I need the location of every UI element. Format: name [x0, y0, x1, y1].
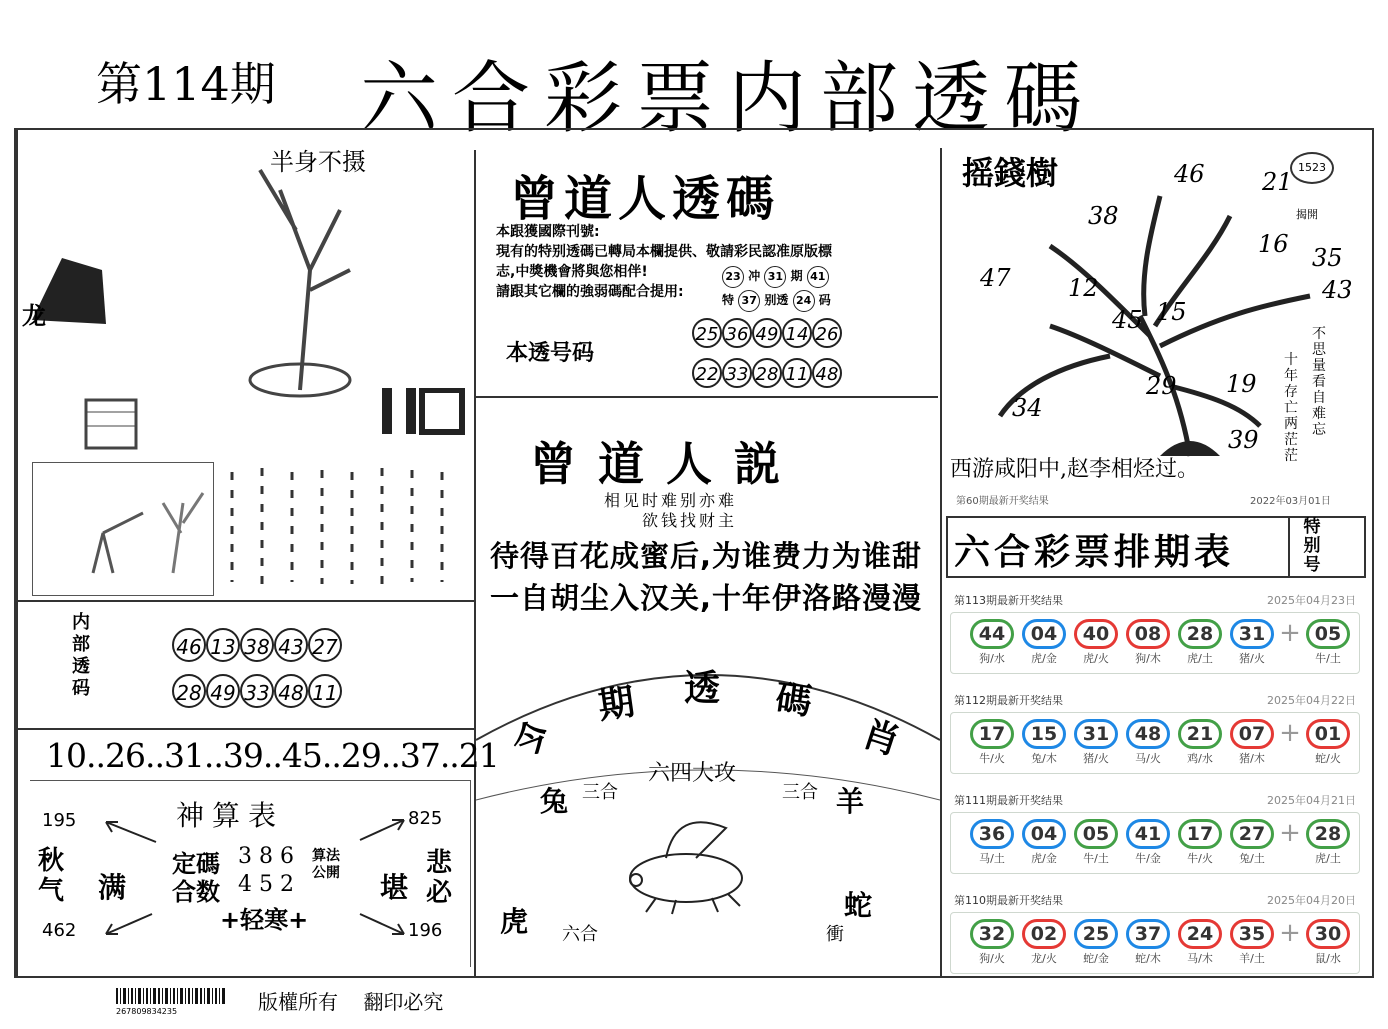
- draw-balls: [950, 912, 1360, 974]
- notice-line: 現有的特别透碼已轉局本欄提供、敬請彩民認准原版標: [496, 244, 832, 260]
- center-balls: [692, 318, 838, 388]
- result-zodiac: 蛇/木: [1135, 952, 1161, 965]
- tree-number: 38: [1088, 202, 1119, 230]
- plus-icon: +: [1279, 718, 1301, 748]
- plus-icon: +: [1279, 818, 1301, 848]
- calc-right-words: 悲必: [426, 848, 453, 908]
- center-ball: 14: [782, 318, 812, 348]
- result-cell: [1071, 919, 1121, 973]
- result-ball: 36: [970, 819, 1014, 849]
- poem-small-2: 欲钱找财主: [642, 511, 738, 530]
- result-zodiac: 龙/火: [1031, 952, 1057, 965]
- special-label: 本透号码: [506, 341, 595, 366]
- fisherman-icon: [33, 463, 213, 595]
- center-ball: 25: [692, 318, 722, 348]
- result-cell: [967, 919, 1017, 973]
- draw-head: [950, 892, 1360, 908]
- result-ball: 31: [1230, 619, 1274, 649]
- result-cell: [1175, 719, 1225, 773]
- result-zodiac: 猪/木: [1239, 752, 1265, 765]
- calc-right-word2: 堪: [380, 871, 409, 904]
- result-cell: [1019, 719, 1069, 773]
- result-cell: [1227, 619, 1277, 673]
- result-zodiac: 狗/木: [1135, 652, 1161, 665]
- special-cell: [1303, 619, 1353, 673]
- arc-char: 今: [506, 713, 555, 766]
- draw-title: 第113期最新开奖结果: [954, 594, 1063, 607]
- mini-text: 特: [722, 293, 735, 307]
- result-cell: [1175, 619, 1225, 673]
- result-zodiac: 马/木: [1187, 952, 1213, 965]
- plus-icon: +: [1279, 618, 1301, 648]
- special-cell: [1303, 919, 1353, 973]
- result-cell: [1227, 819, 1277, 873]
- plus-icon: +: [1279, 918, 1301, 948]
- sanhe-left: 三合: [582, 782, 618, 803]
- left-divider-1: [14, 600, 474, 602]
- result-ball: 08: [1126, 619, 1170, 649]
- special-ball: 30: [1306, 919, 1350, 949]
- result-cell: [1019, 919, 1069, 973]
- copyright: [258, 986, 443, 1015]
- result-ball: 41: [1126, 819, 1170, 849]
- special-zodiac: 牛/土: [1315, 652, 1341, 665]
- result-ball: 17: [1178, 819, 1222, 849]
- arrow-icon: [356, 910, 408, 938]
- calligraphy-block: [222, 462, 462, 594]
- mini-ball: 31: [764, 266, 786, 288]
- stamp-sub: 揭開: [1296, 208, 1318, 221]
- result-ball: 31: [1074, 719, 1118, 749]
- tree-sketch-icon: [200, 150, 360, 400]
- draw-balls: [950, 712, 1360, 774]
- result-ball: 02: [1022, 919, 1066, 949]
- calc-side-label: 算法公開: [312, 848, 340, 881]
- money-tree-title: 摇錢樹: [962, 154, 1059, 192]
- liuhe-text: 六合: [562, 924, 598, 945]
- arc-char: 期: [595, 680, 638, 728]
- result-ball: 25: [1074, 919, 1118, 949]
- barcode-digits: 267809834235: [116, 1007, 178, 1016]
- draw-date: 2025年04月22日: [1267, 694, 1356, 707]
- side-poem-1: 不思量看自难忘: [1312, 326, 1326, 438]
- result-zodiac: 马/火: [1135, 752, 1161, 765]
- arrow-icon: [100, 816, 160, 846]
- issue-number: 第114期: [96, 57, 276, 111]
- tiny-right: 2022年03月01日: [1250, 496, 1331, 507]
- center-balls-row-1: [692, 318, 838, 348]
- number-line: 10..26..31..39..45..29..37..21: [46, 736, 499, 775]
- notice-text: [496, 222, 916, 302]
- draw-head: [950, 792, 1360, 808]
- special-zodiac: 虎/土: [1315, 852, 1341, 865]
- result-zodiac: 猪/火: [1083, 752, 1109, 765]
- zodiac-goat: 羊: [836, 785, 865, 818]
- arc-char: 肖: [857, 712, 905, 764]
- side-poem-2: 十年存亡两茫茫: [1284, 352, 1298, 464]
- sanhe-right: 三合: [782, 782, 818, 803]
- calc-row1-nums: 3 8 6: [238, 844, 294, 869]
- calc-row1-label: 定碼: [172, 850, 220, 878]
- tree-number: 35: [1312, 244, 1343, 272]
- notice-line: 志,中獎機會將與您相伴!: [496, 264, 648, 280]
- mini-ball-grid: [722, 264, 831, 312]
- result-zodiac: 兔/木: [1031, 752, 1057, 765]
- tree-number: 46: [1174, 160, 1205, 188]
- draw-block: [950, 792, 1360, 874]
- tree-number: 45: [1112, 306, 1143, 334]
- center-balls-row-2: [692, 358, 838, 388]
- arrow-icon: [100, 910, 156, 938]
- tree-number: 16: [1258, 230, 1289, 258]
- result-ball: 15: [1022, 719, 1066, 749]
- poem-big-1: 待得百花成蜜后,为谁费力为谁甜: [490, 539, 923, 573]
- result-zodiac: 牛/土: [1083, 852, 1109, 865]
- result-ball: 28: [1178, 619, 1222, 649]
- result-ball: 05: [1074, 819, 1118, 849]
- result-ball: 40: [1074, 619, 1118, 649]
- center-ball: 22: [692, 358, 722, 388]
- well-icon: [56, 380, 166, 456]
- calc-left-word2: 满: [98, 871, 127, 904]
- draw-balls: [950, 812, 1360, 874]
- result-cell: [1175, 919, 1225, 973]
- calc-bottom: +轻寒+: [220, 906, 309, 934]
- no-copy-text: 翻印必究: [363, 990, 444, 1014]
- draw-title: 第111期最新开奖结果: [954, 794, 1063, 807]
- mini-text: 别透: [764, 293, 789, 307]
- special-ball: 01: [1306, 719, 1350, 749]
- result-zodiac: 狗/水: [979, 652, 1005, 665]
- tree-poem: 西游咸阳中,赵李相烃过。: [950, 457, 1199, 482]
- mini-text: 码: [818, 293, 831, 307]
- inner-ball: 48: [274, 674, 308, 708]
- hint-text: 六四大攻: [648, 761, 737, 786]
- result-ball: 44: [970, 619, 1014, 649]
- result-cell: [1019, 619, 1069, 673]
- tree-number: 43: [1322, 276, 1353, 304]
- barcode-icon: [116, 988, 228, 1004]
- result-ball: 27: [1230, 819, 1274, 849]
- inner-ball: 13: [206, 628, 240, 662]
- inner-ball: 43: [274, 628, 308, 662]
- zodiac-snake: 蛇: [844, 889, 873, 922]
- notice-line: 本跟獲國際刊號:: [496, 224, 600, 240]
- poem-small-1: 相见时难别亦难: [604, 491, 738, 510]
- top-note: 半身不摄: [270, 148, 366, 176]
- result-zodiac: 虎/金: [1031, 852, 1057, 865]
- calc-195: 195: [42, 810, 77, 831]
- tree-number: 39: [1228, 426, 1259, 454]
- result-cell: [1227, 719, 1277, 773]
- result-zodiac: 蛇/金: [1083, 952, 1109, 965]
- mini-text: 期: [790, 269, 803, 283]
- inner-balls-row-2: [172, 674, 338, 708]
- tree-illustration: [200, 150, 360, 400]
- zodiac-rabbit: 兔: [540, 785, 569, 818]
- result-cell: [1071, 819, 1121, 873]
- center-ball: 36: [722, 318, 752, 348]
- notice-line: 請跟其它欄的強弱碼配合提用:: [496, 284, 684, 300]
- mini-ball: 37: [738, 290, 760, 312]
- arc-char: 碼: [772, 676, 815, 724]
- arrow-icon: [356, 816, 408, 844]
- result-zodiac: 牛/火: [979, 752, 1005, 765]
- result-cell: [1227, 919, 1277, 973]
- page-title: 六合彩票内部透碼: [360, 54, 1097, 144]
- arc-char: 透: [684, 667, 721, 709]
- result-cell: [1071, 619, 1121, 673]
- result-zodiac: 牛/金: [1135, 852, 1161, 865]
- inner-ball: 46: [172, 628, 206, 662]
- mini-ball: 24: [793, 290, 815, 312]
- poem-big-2: 一自胡尘入汉关,十年伊洛路漫漫: [490, 581, 923, 615]
- tiny-left: 第60期最新开奖结果: [956, 496, 1049, 507]
- say-title: 曾道人説: [530, 437, 802, 491]
- tree-number: 19: [1226, 370, 1257, 398]
- stamp: 1523: [1290, 152, 1334, 184]
- result-ball: 35: [1230, 919, 1274, 949]
- draw-block: [950, 592, 1360, 674]
- tree-number: 29: [1146, 372, 1177, 400]
- calc-left-words: 秋气: [38, 846, 65, 906]
- dragon-label: 龙: [22, 301, 46, 330]
- result-cell: [1123, 719, 1173, 773]
- arrow-up-left: [100, 816, 160, 846]
- center-ball: 28: [752, 358, 782, 388]
- result-zodiac: 虎/金: [1031, 652, 1057, 665]
- well-illustration: [56, 380, 166, 456]
- money-tree-icon: [960, 176, 1340, 466]
- inner-balls-row-1: [172, 628, 338, 662]
- result-cell: [967, 719, 1017, 773]
- bars-icon: [382, 388, 468, 438]
- center-ball: 11: [782, 358, 812, 388]
- draw-date: 2025年04月20日: [1267, 894, 1356, 907]
- money-tree: [960, 176, 1340, 466]
- arrow-up-right: [356, 816, 408, 844]
- zdr-title: 曾道人透碼: [510, 171, 781, 227]
- center-ball: 26: [812, 318, 842, 348]
- result-cell: [1123, 619, 1173, 673]
- draw-block: [950, 892, 1360, 974]
- result-zodiac: 马/土: [979, 852, 1005, 865]
- mahjong-symbol: [382, 388, 468, 438]
- result-cell: [1123, 819, 1173, 873]
- left-divider-2: [14, 728, 474, 730]
- mini-text: 冲: [748, 269, 761, 283]
- calc-462: 462: [42, 920, 77, 941]
- tree-number: 47: [980, 264, 1011, 292]
- result-cell: [1175, 819, 1225, 873]
- fisherman-picture: [32, 462, 214, 596]
- result-ball: 17: [970, 719, 1014, 749]
- draw-date: 2025年04月23日: [1267, 594, 1356, 607]
- inner-ball: 11: [308, 674, 342, 708]
- result-zodiac: 虎/火: [1083, 652, 1109, 665]
- draw-date: 2025年04月21日: [1267, 794, 1356, 807]
- draw-head: [950, 692, 1360, 708]
- center-ball: 48: [812, 358, 842, 388]
- tree-number: 12: [1068, 274, 1099, 302]
- result-zodiac: 猪/火: [1239, 652, 1265, 665]
- result-ball: 07: [1230, 719, 1274, 749]
- flying-pig: [616, 808, 776, 918]
- calc-196: 196: [408, 920, 443, 941]
- tree-number: 21: [1262, 168, 1293, 196]
- special-zodiac: 鼠/水: [1315, 952, 1341, 965]
- result-cell: [1019, 819, 1069, 873]
- chong-text: 衝: [826, 924, 844, 945]
- draw-title: 第110期最新开奖结果: [954, 894, 1063, 907]
- result-zodiac: 羊/土: [1239, 952, 1265, 965]
- result-zodiac: 鸡/水: [1187, 752, 1213, 765]
- barcode: [116, 988, 228, 1016]
- tree-number: 34: [1012, 394, 1043, 422]
- calc-title: 神算表: [176, 799, 285, 832]
- inner-ball: 27: [308, 628, 342, 662]
- schedule-side: 特别号: [1288, 518, 1334, 576]
- center-ball: 33: [722, 358, 752, 388]
- result-cell: [967, 819, 1017, 873]
- arrow-down-left: [100, 910, 156, 938]
- calc-row2-nums: 4 5 2: [238, 872, 294, 897]
- flying-pig-icon: [616, 808, 776, 918]
- special-cell: [1303, 819, 1353, 873]
- arrow-down-right: [356, 910, 408, 938]
- inner-code-label: 内部透码: [72, 612, 90, 699]
- mini-ball: 23: [722, 266, 744, 288]
- result-ball: 04: [1022, 819, 1066, 849]
- center-ball: 49: [752, 318, 782, 348]
- center-divider-1: [476, 396, 938, 398]
- draw-block: [950, 692, 1360, 774]
- result-ball: 24: [1178, 919, 1222, 949]
- result-ball: 37: [1126, 919, 1170, 949]
- result-ball: 48: [1126, 719, 1170, 749]
- calligraphy-icon: [222, 462, 462, 594]
- calc-825: 825: [408, 808, 443, 829]
- result-zodiac: 兔/土: [1239, 852, 1265, 865]
- calc-row2-label: 合数: [172, 878, 220, 906]
- result-zodiac: 狗/火: [979, 952, 1005, 965]
- draw-head: [950, 592, 1360, 608]
- inner-ball: 38: [240, 628, 274, 662]
- rights-text: 版權所有: [258, 990, 338, 1014]
- result-zodiac: 虎/土: [1187, 652, 1213, 665]
- result-ball: 32: [970, 919, 1014, 949]
- result-ball: 04: [1022, 619, 1066, 649]
- tree-number: 15: [1156, 298, 1187, 326]
- result-ball: 21: [1178, 719, 1222, 749]
- special-ball: 28: [1306, 819, 1350, 849]
- draw-title: 第112期最新开奖结果: [954, 694, 1063, 707]
- special-zodiac: 蛇/火: [1315, 752, 1341, 765]
- zodiac-tiger: 虎: [500, 905, 529, 938]
- special-cell: [1303, 719, 1353, 773]
- result-zodiac: 牛/火: [1187, 852, 1213, 865]
- result-cell: [1123, 919, 1173, 973]
- mini-ball: 41: [807, 266, 829, 288]
- inner-ball: 28: [172, 674, 206, 708]
- center-right-divider: [940, 148, 942, 978]
- result-cell: [1071, 719, 1121, 773]
- draw-balls: [950, 612, 1360, 674]
- inner-ball: 33: [240, 674, 274, 708]
- inner-ball: 49: [206, 674, 240, 708]
- schedule-title: 六合彩票排期表: [954, 531, 1235, 573]
- result-cell: [967, 619, 1017, 673]
- special-ball: 05: [1306, 619, 1350, 649]
